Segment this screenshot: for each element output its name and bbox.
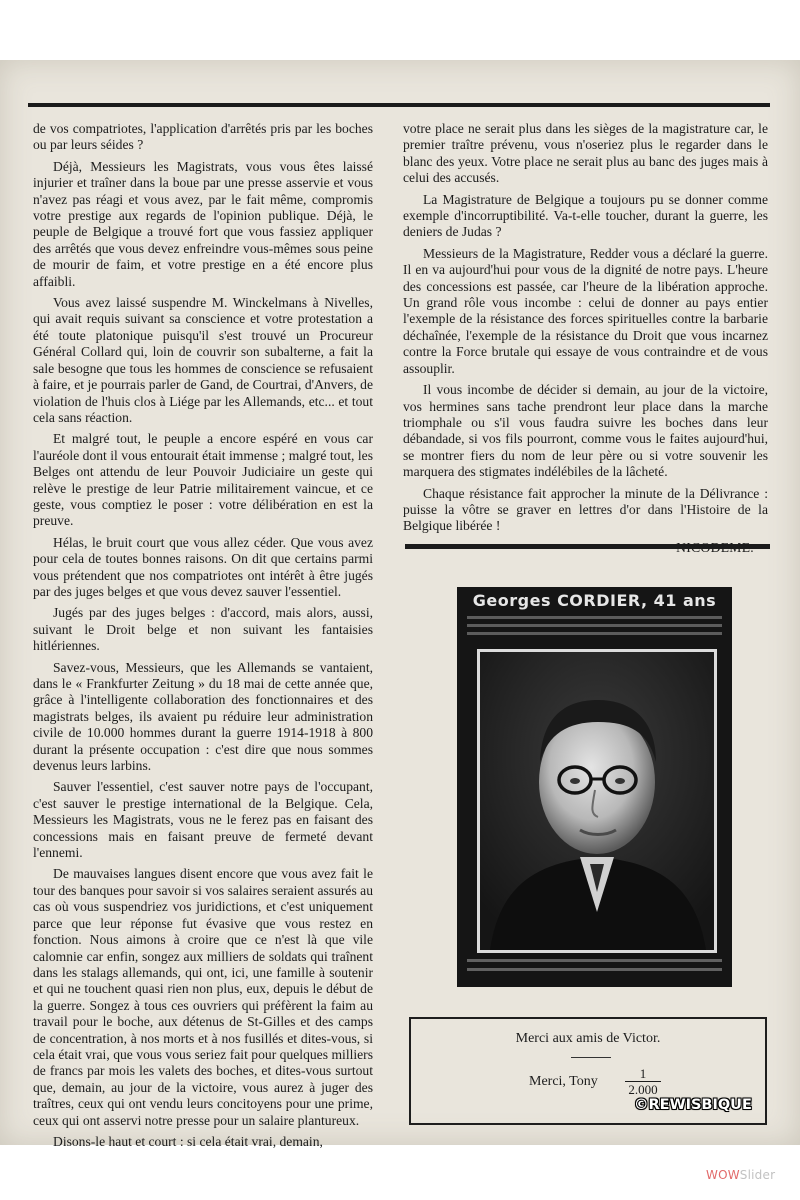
paragraph: Et malgré tout, le peuple a encore espéré en vous car l'auréole dont il vous entourait était immense ; malgré tout, les Belges ont attendu de leur Pouvoir Judiciaire un geste qui relève le prestige de leur Patrie militairement vaincue, et ce geste, vous comptiez le poser : votre délibération en est la preuve. — [33, 431, 373, 529]
paragraph: Disons-le haut et court : si cela était vrai, demain, — [53, 1133, 323, 1149]
paragraph: votre place ne serait plus dans les sièges de la magistrature car, le premier traître prévenu, vous n'oseriez plus le regarder dans le blanc des yeux. Votre place ne serait plus au banc des juges mais à celui des accusés. — [403, 121, 768, 186]
paragraph: Savez-vous, Messieurs, que les Allemands se vantaient, dans le « Frankfurter Zeitung » du 18 mai de cette année que, grâce à l'intelligente collaboration des fonctionnaires et des magistrats belges, ils avaient pu réduire leur administration civile de 10.000 hommes durant la guerre 1914-1918 à 800 durant la présente occupation : c'est dire que nous sommes devenus leurs larbins. — [33, 659, 373, 774]
portrait-illustration — [480, 652, 714, 950]
paragraph: Vous avez laissé suspendre M. Winckelmans à Nivelles, qui avait requis suivant sa conscience et votre protestation a été toute platonique puisqu'il s'est trouvé un Procureur Général Collard qui, loin de couvrir son subalterne, a fait la sale besogne que tous les hommes de conscience se refusaient à faire, et je pourrais parler de Gand, de Courtrai, d'Anvers, de violation de l'huis clos à Liége par les Allemands, etc... et tout cela sans réaction. — [33, 295, 373, 425]
paragraph: Jugés par des juges belges : d'accord, mais alors, aussi, suivant le Droit belge et non suivant les fantaisies hitlériennes. — [33, 605, 373, 654]
paragraph: La Magistrature de Belgique a toujours pu se donner comme exemple d'incorruptibilité. Va-t-elle toucher, durant la guerre, les deniers de Judas ? — [403, 191, 768, 240]
thanks-fraction — [625, 1066, 661, 1097]
article-left-column — [33, 121, 373, 1155]
poster-subtext-illegible — [467, 611, 722, 641]
slider-brand-logo — [706, 1168, 775, 1182]
section-rule — [405, 544, 770, 549]
thanks-title: Merci aux amis de Victor. — [515, 1031, 661, 1046]
top-rule — [28, 103, 770, 107]
brand-prefix: WOW — [706, 1168, 740, 1182]
poster-headline: Georges CORDIER, 41 ans — [472, 591, 717, 610]
paragraph: Hélas, le bruit court que vous allez céder. Que vous avez pour cela de toutes bonnes raisons. On dit que certains parmi vous prétendent que nos compatriotes ont intérêt à être jugés par des juges belges et que vous devez sauver l'essentiel. — [33, 534, 373, 599]
paragraph: de vos compatriotes, l'application d'arrêtés pris par les boches ou par leurs séides ? — [33, 121, 373, 153]
thanks-line: Merci, Tony — [529, 1074, 598, 1089]
portrait-photo — [477, 649, 717, 953]
thanks-divider — [571, 1057, 611, 1058]
copyright-watermark: ©REWISBIQUE — [634, 1097, 752, 1113]
paragraph: De mauvaises langues disent encore que vous avez fait le tour des banques pour savoir si vos salaires seraient assurés au cas où vous suspendriez vos juridictions, et c'est uniquement parce que leur réponse fut évasive que vous restez en fonction. Nous aimons à croire que ce n'est là que vile calomnie car enfin, songez aux milliers de soldats qui traînent dans les stalags allemands, qui ont, ici, une famille à soutenir et qui ne touchent quasi rien non plus, eux, depuis le début de la guerre. Songez à tous ces ouvriers qui préfèrent la faim au travail pour le boche, aux détenus de St-Gilles et des camps de concentration, à nos morts et à nos fusillés et dites-vous, si cela était vrai, que vous vous seriez fait pour quelques milliers de francs par mois les valets des boches, et dites-vous surtout que, demain, au jour de la victoire, vous aurez à juger des traîtres, ceux qui ont vendu leurs concitoyens pour une prime, ceux qui ont asservi notre presse pour un salaire plantureux. — [33, 866, 373, 1128]
poster-caption-illegible — [467, 953, 722, 979]
paragraph: Sauver l'essentiel, c'est sauver notre pays de l'occupant, c'est sauver le prestige international de la Belgique. Cela, Messieurs les Magistrats, vous ne le ferez pas en faisant des concessions mais en faisant preuve de fermeté devant l'ennemi. — [33, 779, 373, 861]
paragraph: Il vous incombe de décider si demain, au jour de la victoire, vos hermines sans tache prendront leur place dans la marche triomphale ou s'il vous faudra suivre les boches dans leur débandade, si vos fils pourront, comme vous le faites aujourd'hui, se montrer fiers du nom de leur père ou si votre souvenir les marquera des stigmates indélébiles de la lâcheté. — [403, 382, 768, 480]
paragraph: Chaque résistance fait approcher la minute de la Délivrance : puisse la vôtre se graver en lettres d'or dans l'Histoire de la Belgique libérée ! — [403, 485, 768, 534]
fraction-denominator: 2.000 — [628, 1082, 658, 1097]
brand-suffix: Slider — [739, 1168, 776, 1182]
paragraph: Déjà, Messieurs les Magistrats, vous vous êtes laissé injurier et traîner dans la boue par une presse asservie et vous n'avez pas réagi et vous avez, par le fait même, compromis votre prestige aux regards de l'opinion publique. Déjà, le peuple de Belgique a trouvé fort que vous fassiez appliquer des arrêtés que vous devez enfreindre vous-mêmes sous peine de mourir de faim, et votre prestige en a été encore plus affaibli. — [33, 158, 373, 289]
fraction-numerator: 1 — [625, 1066, 661, 1082]
paragraph: Messieurs de la Magistrature, Redder vous a déclaré la guerre. Il en va aujourd'hui pour vous de la dignité de notre pays. L'heure des concessions est passée, car l'heure de la libération approche. Un grand rôle vous incombe : celui de donner au pays entier l'exemple de la résistance des forces spirituelles contre la barbarie déchaînée, l'exemple de la résistance du Droit que vous incarnez contre la Force brutale qui essaye de vous contraindre et de vous assouplir. — [403, 245, 768, 376]
article-right-column — [403, 121, 768, 556]
memorial-poster — [457, 587, 732, 987]
